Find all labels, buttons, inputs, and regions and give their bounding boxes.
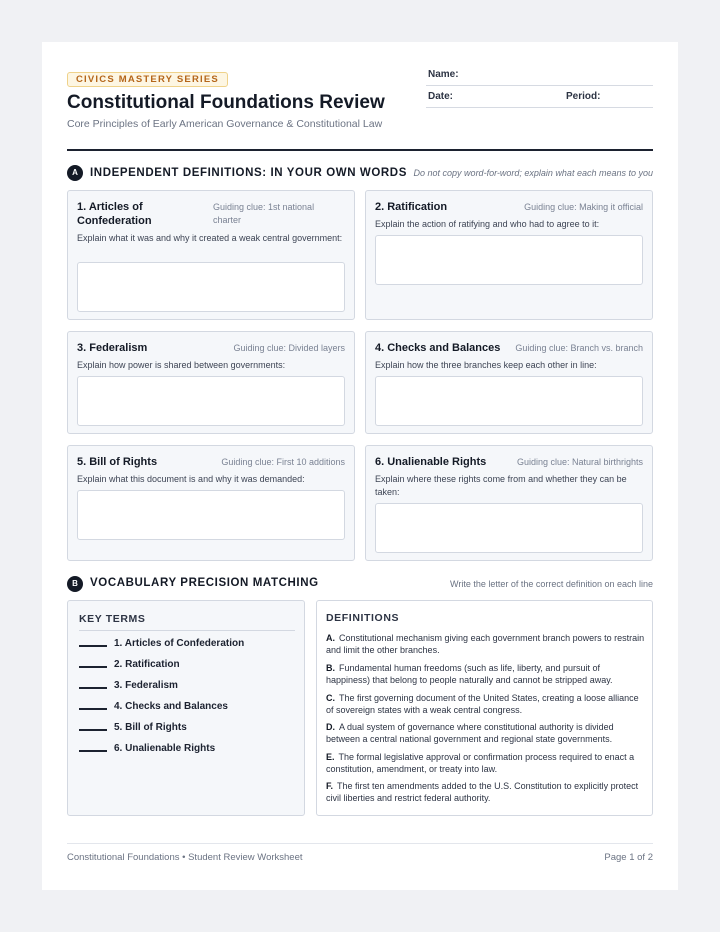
answer-blank[interactable] bbox=[79, 708, 107, 710]
term-row bbox=[79, 743, 295, 757]
definition-card-unalienable-rights bbox=[365, 445, 653, 561]
answer-box[interactable] bbox=[375, 503, 643, 553]
worksheet-page bbox=[42, 42, 678, 890]
page-title: Constitutional Foundations Review bbox=[67, 92, 385, 113]
term-label: 3. Federalism bbox=[114, 680, 178, 691]
series-badge: CIVICS MASTERY SERIES bbox=[67, 72, 228, 87]
definitions-heading: DEFINITIONS bbox=[326, 612, 400, 624]
card-prompt: Explain what this document is and why it was demanded: bbox=[77, 474, 305, 484]
section-a-title: INDEPENDENT DEFINITIONS: IN YOUR OWN WORDS bbox=[90, 167, 407, 179]
answer-box[interactable] bbox=[77, 262, 345, 312]
answer-box[interactable] bbox=[77, 376, 345, 426]
definition-item bbox=[326, 663, 646, 686]
definition-letter: C. bbox=[326, 693, 335, 703]
answer-blank[interactable] bbox=[79, 687, 107, 689]
answer-blank[interactable] bbox=[79, 750, 107, 752]
card-prompt: Explain where these rights come from and whether they can be taken: bbox=[375, 474, 627, 497]
definition-item bbox=[326, 781, 646, 804]
card-clue: Guiding clue: Natural birthrights bbox=[516, 457, 643, 467]
definition-letter: D. bbox=[326, 722, 335, 732]
card-prompt: Explain what it was and why it created a weak central government: bbox=[77, 233, 343, 243]
definition-text: Constitutional mechanism giving each government branch powers to restrain and limit the other branches. bbox=[326, 633, 645, 655]
term-row bbox=[79, 722, 295, 736]
section-b-title: VOCABULARY PRECISION MATCHING bbox=[90, 577, 319, 589]
definition-text: The first ten amendments added to the U.S. Constitution to explicitly protect civil liberties and restrict federal authority. bbox=[326, 781, 639, 803]
card-clue: Guiding clue: Making it official bbox=[524, 202, 643, 212]
section-b-note: Write the letter of the correct definition on each line bbox=[450, 579, 653, 589]
definition-letter: A. bbox=[326, 633, 335, 643]
answer-box[interactable] bbox=[375, 235, 643, 285]
key-terms-panel bbox=[67, 600, 305, 816]
period-label: Period: bbox=[566, 91, 601, 102]
card-title: 5. Bill of Rights bbox=[77, 456, 158, 468]
name-field[interactable] bbox=[426, 66, 653, 86]
answer-blank[interactable] bbox=[79, 729, 107, 731]
card-title: 3. Federalism bbox=[77, 342, 148, 354]
term-label: 5. Bill of Rights bbox=[114, 722, 187, 733]
answer-box[interactable] bbox=[375, 376, 643, 426]
term-label: 1. Articles of Confederation bbox=[114, 638, 245, 649]
definition-letter: F. bbox=[326, 781, 334, 791]
term-row bbox=[79, 701, 295, 715]
key-terms-heading: KEY TERMS bbox=[79, 613, 146, 625]
definitions-panel bbox=[316, 600, 653, 816]
card-title: 1. Articles of Confederation bbox=[77, 201, 152, 227]
definition-item bbox=[326, 693, 646, 716]
definition-item bbox=[326, 633, 646, 656]
term-label: 6. Unalienable Rights bbox=[114, 743, 216, 754]
card-prompt: Explain how the three branches keep each other in line: bbox=[375, 360, 597, 370]
section-b-marker: B bbox=[67, 576, 83, 592]
term-row bbox=[79, 680, 295, 694]
card-title: 4. Checks and Balances bbox=[375, 342, 501, 354]
key-terms-divider bbox=[79, 630, 295, 631]
card-clue: Guiding clue: First 10 additions bbox=[221, 457, 345, 467]
header-divider bbox=[67, 149, 653, 151]
answer-box[interactable] bbox=[77, 490, 345, 540]
definition-card-ratification bbox=[365, 190, 653, 320]
card-title: 2. Ratification bbox=[375, 201, 448, 213]
definition-letter: E. bbox=[326, 752, 335, 762]
date-period-row bbox=[426, 88, 653, 108]
card-title: 6. Unalienable Rights bbox=[375, 456, 487, 468]
definition-item bbox=[326, 722, 646, 745]
card-clue: Guiding clue: 1st national charter bbox=[213, 202, 315, 225]
definition-card-checks-balances bbox=[365, 331, 653, 434]
card-prompt: Explain how power is shared between governments: bbox=[77, 360, 286, 370]
definition-item bbox=[326, 752, 646, 775]
term-label: 4. Checks and Balances bbox=[114, 701, 228, 712]
definition-card-federalism bbox=[67, 331, 355, 434]
definition-text: The first governing document of the United States, creating a loose alliance of sovereign states with a weak central congress. bbox=[326, 693, 639, 715]
card-prompt: Explain the action of ratifying and who had to agree to it: bbox=[375, 219, 600, 229]
answer-blank[interactable] bbox=[79, 645, 107, 647]
definition-letter: B. bbox=[326, 663, 335, 673]
definition-text: Fundamental human freedoms (such as life, liberty, and pursuit of happiness) that belong to people naturally and cannot be stripped away. bbox=[326, 663, 613, 685]
term-row bbox=[79, 659, 295, 673]
name-label: Name: bbox=[428, 69, 459, 80]
footer-divider bbox=[67, 843, 653, 844]
definition-text: The formal legislative approval or confirmation process required to enact a constitution, amendment, or treaty into law. bbox=[326, 752, 635, 774]
card-clue: Guiding clue: Divided layers bbox=[233, 343, 345, 353]
definition-text: A dual system of governance where constitutional authority is divided between a central national government and regional state governments. bbox=[326, 722, 614, 744]
answer-blank[interactable] bbox=[79, 666, 107, 668]
section-a-marker: A bbox=[67, 165, 83, 181]
page-number: Page 1 of 2 bbox=[604, 852, 653, 863]
term-label: 2. Ratification bbox=[114, 659, 180, 670]
section-a-note: Do not copy word-for-word; explain what each means to you bbox=[413, 168, 653, 178]
definition-card-articles bbox=[67, 190, 355, 320]
definition-card-bill-of-rights bbox=[67, 445, 355, 561]
term-row bbox=[79, 638, 295, 652]
card-clue: Guiding clue: Branch vs. branch bbox=[515, 343, 643, 353]
footer-title: Constitutional Foundations • Student Review Worksheet bbox=[67, 852, 303, 863]
page-subtitle: Core Principles of Early American Governance & Constitutional Law bbox=[67, 118, 383, 130]
date-label: Date: bbox=[428, 91, 454, 102]
